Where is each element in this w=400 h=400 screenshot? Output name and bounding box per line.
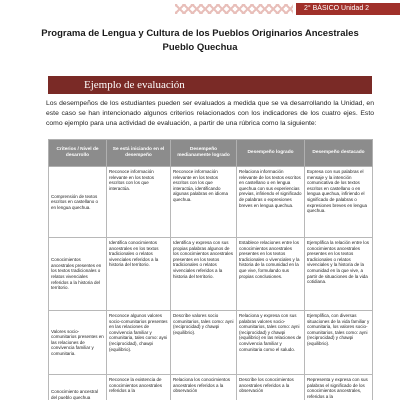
table-cell: Ejemplifica la relación entre los conocimientos ancestrales presentes en los textos tradicionales o relatos vivenciales y la historia de la comunidad en la que vive, a partir de situaciones de la vida cotidiana. xyxy=(305,238,373,311)
criterion-cell: Conocimientos ancestrales presentes en los textos tradicionales o relatos vivenciales referidos a la historia del territorio. xyxy=(49,238,107,311)
table-cell: Relaciona información relevante de los textos escritos en castellano o en lengua quechua con sus experiencias previas, infiriendo el significado de palabras o expresiones breves en lengua quechua. xyxy=(237,167,305,238)
table-cell: Ejemplifica, con diversas situaciones de la vida familiar y comunitaria, los valores socio-comunitarios, tales como: ayni (reciprocidad) y chawpi (equilibrio). xyxy=(305,311,373,375)
title-line-2: Pueblo Quechua xyxy=(162,42,238,53)
andean-pattern-decoration xyxy=(175,4,293,14)
table-row xyxy=(49,238,373,311)
table-cell: Identifica conocimientos ancestrales en los textos tradicionales o relatos vivenciales referidos a la historia del territorio. xyxy=(107,238,171,311)
table-cell: Reconoce algunos valores socio-comunitarios presentes en las relaciones de convivencia familiar y comunitaria, tales como: ayni (reciprocidad), chawpi (equilibrio). xyxy=(107,311,171,375)
document-title xyxy=(0,27,400,55)
table-cell: Reconoce la existencia de conocimientos ancestrales referidos a la xyxy=(107,375,171,400)
evaluation-rubric-table xyxy=(48,139,373,400)
table-cell: Relaciona y expresa con sus palabras valores socio-comunitarios, tales como: ayni (reciprocidad) y chawpi (equilibrio) en las relaciones de convivencia familiar y comunitaria como el saludo. xyxy=(237,311,305,375)
top-decoration xyxy=(0,0,400,18)
section-heading: Ejemplo de evaluación xyxy=(48,76,372,94)
column-header: Desempeño medianamente logrado xyxy=(171,140,237,167)
table-cell: Representa y expresa con sus palabras el significado de los conocimientos ancestrales, referidos a la xyxy=(305,375,373,400)
table-header-row xyxy=(49,140,373,167)
criterion-cell: Valores socio-comunitarios presentes en las relaciones de convivencia familiar y comunitaria. xyxy=(49,311,107,375)
table-cell: Establece relaciones entre los conocimientos ancestrales presentes en los textos tradicionales o vivenciales y la historia de la comunidad en la que vive, formulando sus propias conclusiones. xyxy=(237,238,305,311)
table-cell: Relaciona los conocimientos ancestrales referidos a la observación xyxy=(171,375,237,400)
grade-unit-badge: 2° BÁSICO Unidad 2 xyxy=(296,3,400,15)
table-cell: Reconoce información relevante en los textos escritos con los que interactúa, identificando algunas palabras en idioma quechua. xyxy=(171,167,237,238)
table-row xyxy=(49,375,373,400)
column-header: Criterios / Nivel de desarrollo xyxy=(49,140,107,167)
table-row xyxy=(49,311,373,375)
table-cell: Reconoce información relevante en los textos escritos con los que interactúa. xyxy=(107,167,171,238)
table-cell: Describe los conocimientos ancestrales referidos a la observación xyxy=(237,375,305,400)
intro-paragraph: Los desempeños de los estudiantes pueden ser evaluados a medida que se va desarrollando la Unidad, en este caso se han intencionado algunos criterios relacionados con los indicadores de los cuatro ejes. Esto como ejemplo para una actividad de evaluación, a partir de una rúbrica como la siguiente: xyxy=(46,100,374,127)
table-cell: Describe valores socio comunitarios, tales como: ayni (reciprocidad) y chawpi (equilibrio). xyxy=(171,311,237,375)
column-header: Se está iniciando en el desempeño xyxy=(107,140,171,167)
table-row xyxy=(49,167,373,238)
criterion-cell: Conocimiento ancestral del pueblo quechua xyxy=(49,375,107,400)
column-header: Desempeño destacado xyxy=(305,140,373,167)
criterion-cell: Comprensión de textos escritos en castellano o en lengua quechua. xyxy=(49,167,107,238)
table-cell: Identifica y expresa con sus propias palabras algunos de los conocimientos ancestrales presentes en los textos tradicionales o relatos vivenciales referidos a la historia del territorio. xyxy=(171,238,237,311)
title-line-1: Programa de Lengua y Cultura de los Pueblos Originarios Ancestrales xyxy=(41,28,359,39)
column-header: Desempeño logrado xyxy=(237,140,305,167)
table-cell: Expresa con sus palabras el mensaje y la intención comunicativa de los textos escritos en castellano o en lengua quechua, infiriendo el significado de palabras o expresiones breves en lengua quechua. xyxy=(305,167,373,238)
